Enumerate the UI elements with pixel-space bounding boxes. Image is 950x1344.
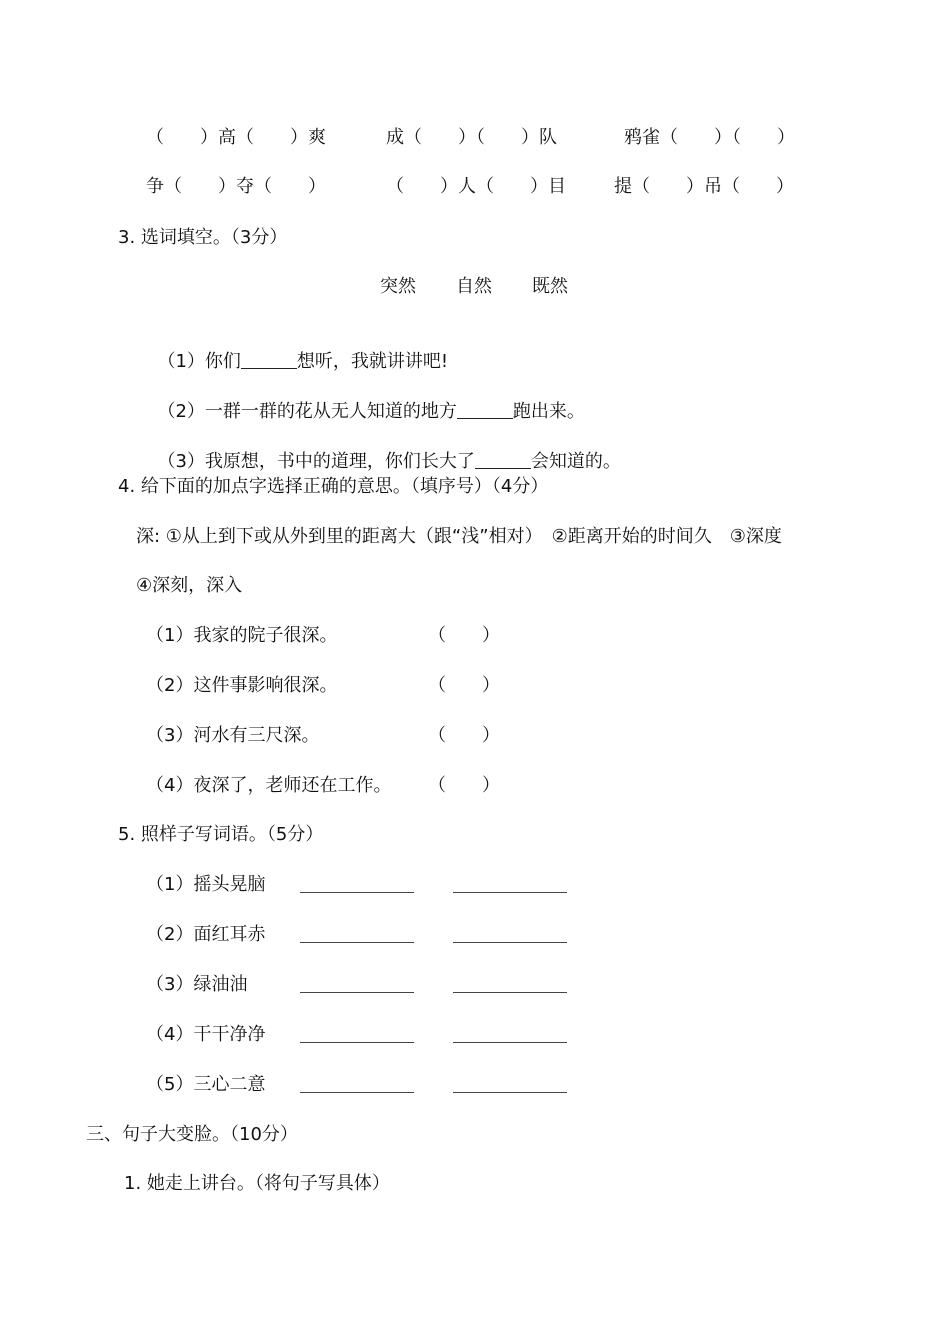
item-label: （1）: [146, 625, 194, 646]
answer-blank[interactable]: [457, 402, 513, 419]
item-label: （3）: [146, 974, 194, 995]
answer-line[interactable]: [453, 892, 567, 893]
item-text: 我家的院子很深。: [193, 625, 338, 646]
item-text: 摇头晃脑: [193, 874, 266, 895]
answer-line[interactable]: [453, 942, 567, 943]
section-3-question-1: 1. 她走上讲台。（将句子写具体）: [124, 1173, 390, 1194]
item-label: （2）: [146, 675, 194, 696]
item-pre: 我原想，书中的道理，你们长大了: [204, 451, 475, 472]
answer-line[interactable]: [300, 1092, 414, 1093]
q5-item-4: [146, 1023, 265, 1047]
q4-item-1: [146, 624, 337, 648]
item-label: （2）: [157, 401, 205, 422]
answer-line[interactable]: [453, 992, 567, 993]
q4-item-3: [146, 724, 319, 748]
answer-line[interactable]: [300, 892, 414, 893]
item-text: 三心二意: [193, 1074, 266, 1095]
item-label: （4）: [146, 775, 194, 796]
item-label: （3）: [157, 451, 205, 472]
item-text: 干干净净: [193, 1024, 266, 1045]
item-text: 这件事影响很深。: [193, 675, 338, 696]
q3-item-1: [146, 326, 448, 374]
item-pre: 一群一群的花从无人知道的地方: [204, 401, 457, 422]
answer-line[interactable]: [453, 1042, 567, 1043]
answer-blank[interactable]: [241, 352, 297, 369]
q3-item-2: [146, 376, 585, 424]
answer-line[interactable]: [300, 942, 414, 943]
item-label: （5）: [146, 1074, 194, 1095]
item-label: （4）: [146, 1024, 194, 1045]
q5-item-1: [146, 873, 265, 897]
q5-item-5: [146, 1073, 265, 1097]
fill-item-1: （ ）高（ ）爽: [146, 127, 326, 148]
word-choice-1: 突然: [380, 276, 416, 297]
question-4-title: 4. 给下面的加点字选择正确的意思。（填序号）（4分）: [118, 476, 549, 497]
q4-item-2: [146, 674, 337, 698]
question-3-title: 3. 选词填空。（3分）: [118, 227, 288, 248]
q4-item-4: [146, 774, 391, 798]
item-pre: 你们: [204, 351, 241, 372]
q5-item-2: [146, 923, 265, 947]
definition-line-2: ④深刻，深入: [136, 575, 243, 596]
item-text: 绿油油: [193, 974, 248, 995]
word-choice-3: 既然: [532, 276, 568, 297]
item-post: 跑出来。: [512, 401, 585, 422]
item-text: 夜深了，老师还在工作。: [193, 775, 392, 796]
answer-paren[interactable]: （ ）: [428, 675, 500, 696]
question-5-title: 5. 照样子写词语。（5分）: [118, 824, 324, 845]
item-label: （1）: [146, 874, 194, 895]
q3-item-3: [146, 426, 621, 474]
item-text: 面红耳赤: [193, 924, 266, 945]
item-label: （2）: [146, 924, 194, 945]
section-3-title: 三、句子大变脸。（10分）: [86, 1124, 298, 1145]
answer-paren[interactable]: （ ）: [428, 775, 500, 796]
answer-paren[interactable]: （ ）: [428, 725, 500, 746]
item-post: 会知道的。: [530, 451, 621, 472]
definition-line-1: 深: ①从上到下或从外到里的距离大（跟“浅”相对） ②距离开始的时间久 ③深度: [136, 526, 782, 547]
fill-item-2: 成（ ）（ ）队: [386, 127, 557, 148]
item-label: （3）: [146, 725, 194, 746]
fill-item-4: 争（ ）夺（ ）: [146, 176, 326, 197]
answer-line[interactable]: [300, 992, 414, 993]
word-choice-2: 自然: [456, 276, 492, 297]
answer-line[interactable]: [453, 1092, 567, 1093]
item-label: （1）: [157, 351, 205, 372]
answer-blank[interactable]: [475, 452, 531, 469]
answer-paren[interactable]: （ ）: [428, 625, 500, 646]
fill-item-3: 鸦雀（ ）（ ）: [624, 127, 795, 148]
item-text: 河水有三尺深。: [193, 725, 320, 746]
fill-item-5: （ ）人（ ）目: [386, 176, 566, 197]
item-post: 想听，我就讲讲吧!: [296, 351, 449, 372]
answer-line[interactable]: [300, 1042, 414, 1043]
q5-item-3: [146, 973, 247, 997]
fill-item-6: 提（ ）吊（ ）: [614, 176, 794, 197]
